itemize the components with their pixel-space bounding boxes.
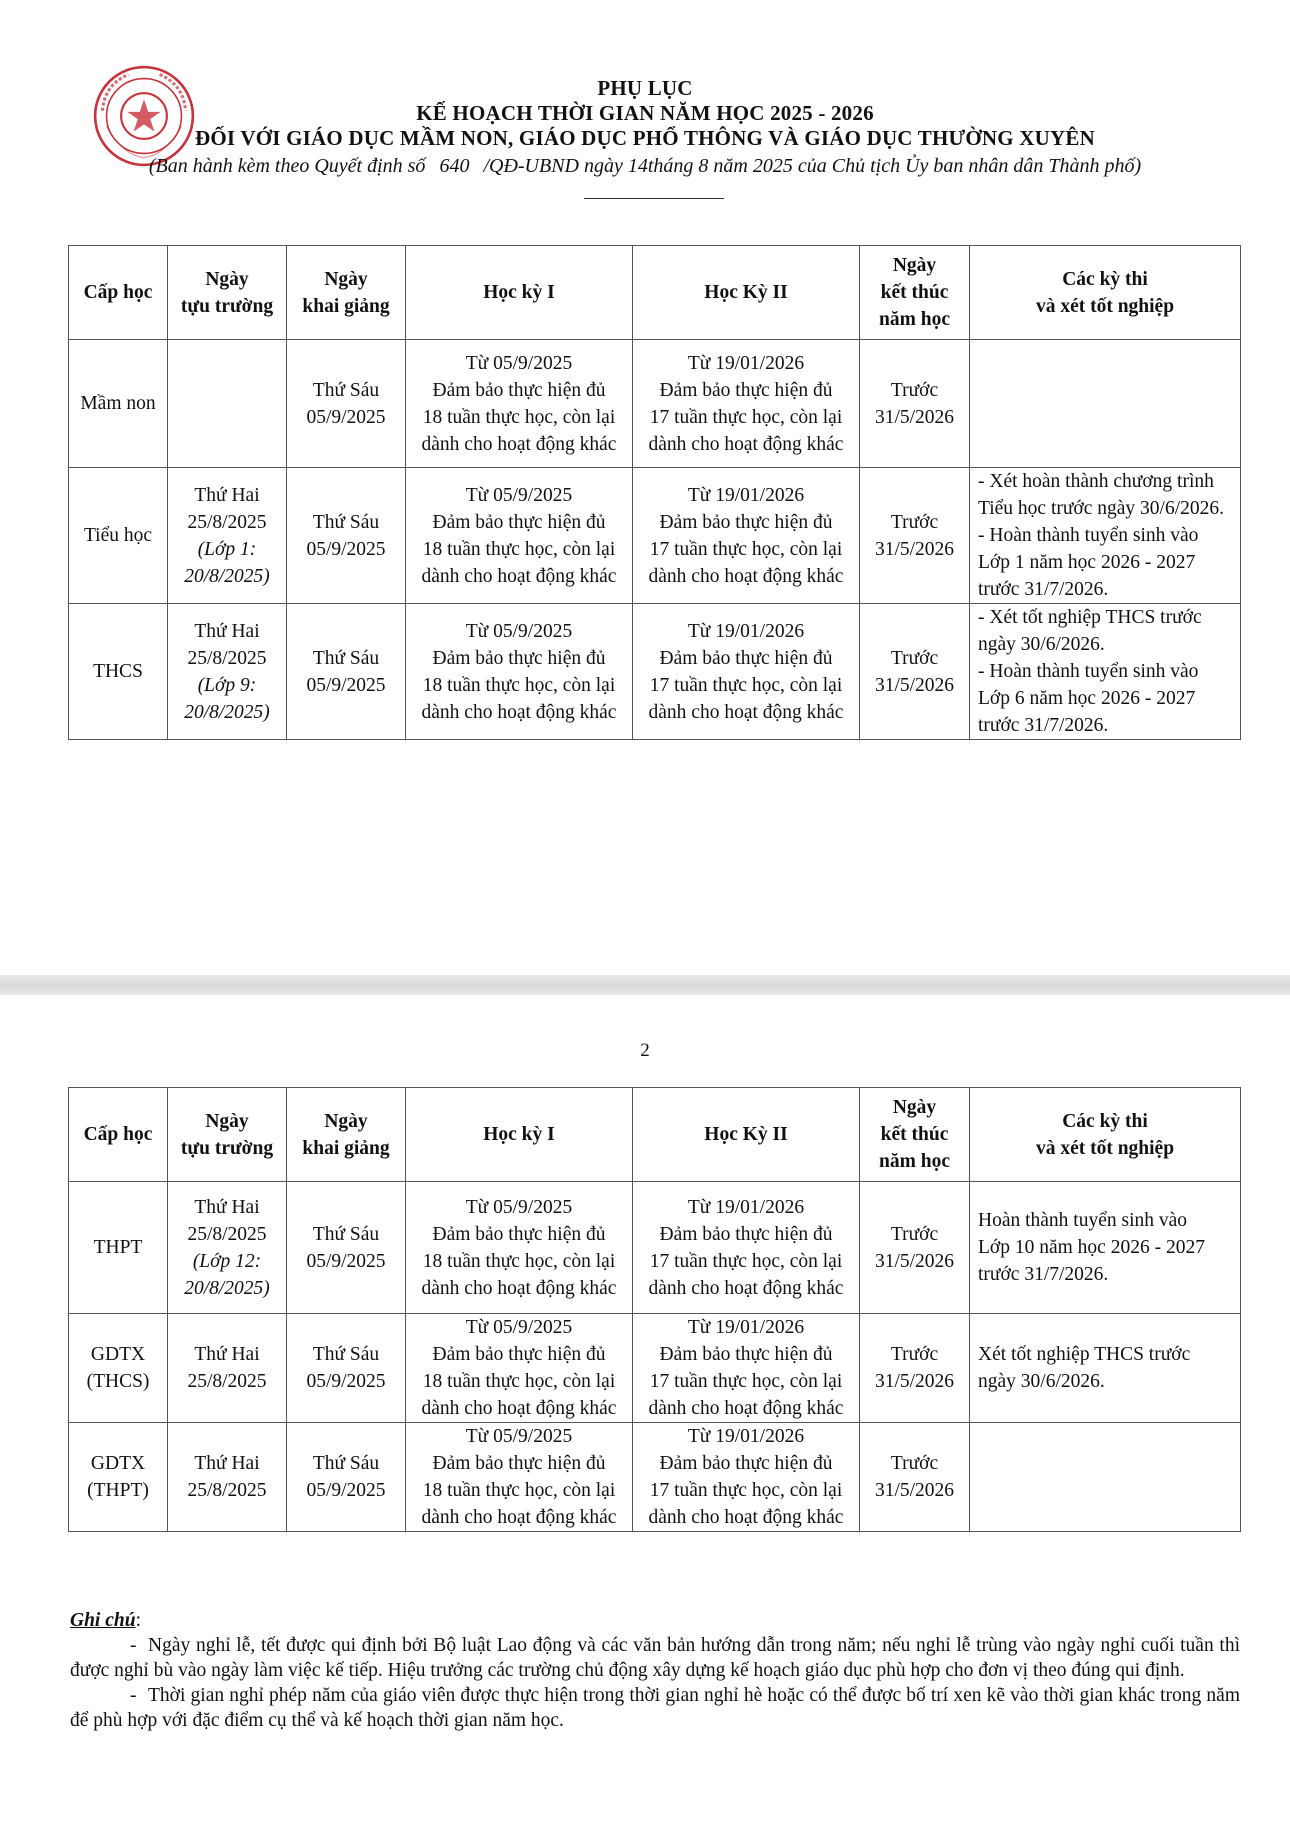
schedule-table-part-2 xyxy=(68,1087,1241,1532)
table-row xyxy=(69,604,1241,740)
note-item: - Thời gian nghỉ phép năm của giáo viên được thực hiện trong thời gian nghỉ hè hoặc có thể được bố trí xen kẽ vào thời gian khác trong năm để phù hợp với đặc điểm cụ thể và kế hoạch thời gian năm học. xyxy=(70,1685,1240,1731)
issuance-prefix: (Ban hành kèm theo Quyết định số xyxy=(148,155,426,177)
cell-line: - Xét tốt nghiệp THCS trước xyxy=(978,607,1202,628)
cell-exam xyxy=(970,1314,1241,1423)
table-row xyxy=(69,468,1241,604)
cell-tuu-truong xyxy=(168,468,287,604)
cell-line: Từ 05/9/2025 xyxy=(465,1426,573,1447)
cell-line: Đảm bảo thực hiện đủ xyxy=(432,647,606,669)
cell-line: 31/5/2026 xyxy=(874,1250,955,1272)
cell-line: THPT xyxy=(93,1237,143,1258)
cell-line: Từ 19/01/2026 xyxy=(687,1196,805,1218)
cell-line: 31/5/2026 xyxy=(874,1371,955,1392)
col-header-cap-hoc: Cấp học xyxy=(69,246,168,340)
cell-hk2 xyxy=(633,1182,860,1314)
cell-tuu-truong xyxy=(168,340,287,468)
col-header-tuu-truong: Ngày tựu trường xyxy=(168,246,287,340)
cell-line: 18 tuần thực học, còn lại xyxy=(422,406,616,428)
cell-ket-thuc xyxy=(860,1314,970,1423)
cell-line: Thứ Hai xyxy=(194,620,260,642)
cell-line: Mầm non xyxy=(80,393,156,414)
cell-line: Thứ Hai xyxy=(194,484,260,506)
cell-line: dành cho hoạt động khác xyxy=(648,1277,844,1299)
cell-line: Thứ Sáu xyxy=(312,1344,380,1365)
cell-hk1 xyxy=(406,1314,633,1423)
cell-line: dành cho hoạt động khác xyxy=(421,1398,617,1419)
cell-line: Hoàn thành tuyển sinh vào xyxy=(978,1210,1188,1231)
cell-line: 31/5/2026 xyxy=(874,674,955,696)
cell-line: Đảm bảo thực hiện đủ xyxy=(432,511,606,533)
cell-line: 05/9/2025 xyxy=(306,1371,386,1392)
cell-hk1 xyxy=(406,340,633,468)
cell-line: (THCS) xyxy=(86,1371,150,1392)
issuance-suffix: /QĐ-UBND ngày 14tháng 8 năm 2025 của Chủ tịch Ủy ban nhân dân Thành phố) xyxy=(483,155,1142,177)
cell-hk1 xyxy=(406,1423,633,1532)
cell-line: 25/8/2025 xyxy=(187,1223,267,1245)
cell-ket-thuc xyxy=(860,1182,970,1314)
table-row xyxy=(69,340,1241,468)
cell-line: Từ 19/01/2026 xyxy=(687,352,805,374)
cell-line: trước 31/7/2026. xyxy=(978,579,1109,600)
cell-level xyxy=(69,1423,168,1532)
cell-exam xyxy=(970,340,1241,468)
cell-line: dành cho hoạt động khác xyxy=(421,701,617,723)
cell-line: Thứ Sáu xyxy=(312,511,380,533)
col-header-hk1: Học kỳ I xyxy=(406,1088,633,1182)
header-divider xyxy=(584,198,724,199)
col-header-khai-giang: Ngày khai giảng xyxy=(287,1088,406,1182)
table-row xyxy=(69,1314,1241,1423)
table-row xyxy=(69,1182,1241,1314)
cell-line: Trước xyxy=(890,1344,939,1365)
col-header-tuu-truong: Ngày tựu trường xyxy=(168,1088,287,1182)
cell-line: Thứ Sáu xyxy=(312,647,380,669)
cell-line: (Lớp 1: xyxy=(197,538,257,560)
cell-line: Thứ Hai xyxy=(194,1344,260,1365)
cell-tuu-truong xyxy=(168,1182,287,1314)
note-item: - Ngày nghỉ lễ, tết được qui định bởi Bộ luật Lao động và các văn bản hướng dẫn trong năm; nếu nghỉ lễ trùng vào ngày nghỉ cuối tuần thì được nghỉ bù vào ngày làm việc kế tiếp. Hiệu trưởng các trường chủ động xây dựng kế hoạch giáo dục phù hợp cho đơn vị theo đúng qui định. xyxy=(70,1635,1240,1681)
col-header-hk2: Học Kỳ II xyxy=(633,1088,860,1182)
cell-line: Trước xyxy=(890,647,939,669)
cell-line: Từ 19/01/2026 xyxy=(687,1317,805,1338)
page-number: 2 xyxy=(640,1040,650,1061)
cell-ket-thuc xyxy=(860,468,970,604)
cell-line: Từ 05/9/2025 xyxy=(465,484,573,506)
cell-line: trước 31/7/2026. xyxy=(978,1264,1109,1285)
col-header-ky-thi: Các kỳ thi và xét tốt nghiệp xyxy=(970,246,1241,340)
cell-line: 25/8/2025 xyxy=(187,647,267,669)
cell-line: Trước xyxy=(890,379,939,401)
doc-label: PHỤ LỤC xyxy=(597,76,693,100)
col-header-khai-giang: Ngày khai giảng xyxy=(287,246,406,340)
cell-hk1 xyxy=(406,1182,633,1314)
cell-line: (Lớp 12: xyxy=(192,1250,262,1272)
cell-level xyxy=(69,604,168,740)
cell-line: Lớp 6 năm học 2026 - 2027 xyxy=(978,688,1196,709)
cell-hk2 xyxy=(633,604,860,740)
cell-line: Đảm bảo thực hiện đủ xyxy=(659,647,833,669)
cell-line: Từ 19/01/2026 xyxy=(687,1426,805,1447)
cell-exam xyxy=(970,468,1241,604)
cell-line: Đảm bảo thực hiện đủ xyxy=(659,511,833,533)
cell-line: 17 tuần thực học, còn lại xyxy=(649,1371,843,1392)
cell-line: Đảm bảo thực hiện đủ xyxy=(659,1453,833,1474)
col-header-ky-thi: Các kỳ thi và xét tốt nghiệp xyxy=(970,1088,1241,1182)
cell-line: 20/8/2025) xyxy=(184,565,270,587)
cell-tuu-truong xyxy=(168,604,287,740)
cell-line: dành cho hoạt động khác xyxy=(648,433,844,455)
cell-line: Từ 19/01/2026 xyxy=(687,620,805,642)
cell-khai-giang xyxy=(287,340,406,468)
cell-exam xyxy=(970,1182,1241,1314)
col-header-hk2: Học Kỳ II xyxy=(633,246,860,340)
col-header-hk1: Học kỳ I xyxy=(406,246,633,340)
cell-line: Trước xyxy=(890,1223,939,1245)
cell-line: Thứ Hai xyxy=(194,1453,260,1474)
cell-khai-giang xyxy=(287,1314,406,1423)
notes-section: Ghi chú: - Ngày nghỉ lễ, tết được qui định bởi Bộ luật Lao động và các văn bản hướng dẫn trong năm; nếu nghỉ lễ trùng vào ngày nghỉ cuối tuần thì được nghỉ bù vào ngày làm việc kế tiếp. Hiệu trưởng các trường chủ động xây dựng kế hoạch giáo dục phù hợp cho đơn vị theo đúng qui định. - Thời gian nghỉ phép năm của giáo viên được thực hiện trong thời gian nghỉ hè hoặc có thể được bố trí xen kẽ vào thời gian khác trong năm để phù hợp với đặc điểm cụ thể và kế hoạch thời gian năm học. xyxy=(70,1610,1240,1731)
cell-tuu-truong xyxy=(168,1314,287,1423)
cell-line: - Hoàn thành tuyển sinh vào xyxy=(978,525,1199,546)
notes-title: Ghi chú xyxy=(70,1610,136,1631)
table-row xyxy=(69,1423,1241,1532)
cell-line: Trước xyxy=(890,511,939,533)
doc-title: KẾ HOẠCH THỜI GIAN NĂM HỌC 2025 - 2026 xyxy=(416,101,874,125)
cell-level xyxy=(69,1314,168,1423)
cell-line: 05/9/2025 xyxy=(306,538,386,560)
cell-line: 31/5/2026 xyxy=(874,406,955,428)
cell-line: 25/8/2025 xyxy=(187,511,267,533)
cell-exam xyxy=(970,604,1241,740)
cell-line: GDTX xyxy=(90,1344,146,1365)
cell-line: Thứ Hai xyxy=(194,1196,260,1218)
cell-line: dành cho hoạt động khác xyxy=(421,1277,617,1299)
table-header-row xyxy=(69,246,1241,340)
cell-line: Từ 05/9/2025 xyxy=(465,1317,573,1338)
cell-ket-thuc xyxy=(860,1423,970,1532)
cell-line: Tiểu học xyxy=(83,525,153,546)
cell-line: ngày 30/6/2026. xyxy=(978,1371,1105,1392)
cell-line: Tiểu học trước ngày 30/6/2026. xyxy=(978,498,1225,519)
cell-khai-giang xyxy=(287,1423,406,1532)
cell-line: dành cho hoạt động khác xyxy=(648,701,844,723)
cell-line: dành cho hoạt động khác xyxy=(648,1398,844,1419)
cell-line: Đảm bảo thực hiện đủ xyxy=(432,1344,606,1365)
cell-line: Từ 19/01/2026 xyxy=(687,484,805,506)
cell-line: 18 tuần thực học, còn lại xyxy=(422,1250,616,1272)
cell-line: Đảm bảo thực hiện đủ xyxy=(432,1453,606,1474)
cell-line: - Hoàn thành tuyển sinh vào xyxy=(978,661,1199,682)
cell-line: dành cho hoạt động khác xyxy=(648,1507,844,1528)
schedule-table-part-1 xyxy=(68,245,1241,740)
cell-exam xyxy=(970,1423,1241,1532)
cell-hk2 xyxy=(633,468,860,604)
cell-line: Từ 05/9/2025 xyxy=(465,1196,573,1218)
cell-tuu-truong xyxy=(168,1423,287,1532)
cell-line: 18 tuần thực học, còn lại xyxy=(422,1480,616,1501)
cell-line: Lớp 10 năm học 2026 - 2027 xyxy=(978,1237,1205,1258)
cell-line: Đảm bảo thực hiện đủ xyxy=(432,379,606,401)
doc-issuance-note xyxy=(0,153,1290,179)
col-header-ket-thuc: Ngày kết thúc năm học xyxy=(860,1088,970,1182)
cell-line: dành cho hoạt động khác xyxy=(648,565,844,587)
table-header-row xyxy=(69,1088,1241,1182)
cell-line: 20/8/2025) xyxy=(184,1277,270,1299)
cell-line: 17 tuần thực học, còn lại xyxy=(649,1250,843,1272)
cell-line: Đảm bảo thực hiện đủ xyxy=(659,1344,833,1365)
cell-line: trước 31/7/2026. xyxy=(978,715,1109,736)
cell-line: Đảm bảo thực hiện đủ xyxy=(432,1223,606,1245)
cell-line: Thứ Sáu xyxy=(312,1453,380,1474)
cell-khai-giang xyxy=(287,1182,406,1314)
cell-line: Lớp 1 năm học 2026 - 2027 xyxy=(978,552,1196,573)
cell-ket-thuc xyxy=(860,604,970,740)
cell-line: Từ 05/9/2025 xyxy=(465,352,573,374)
cell-line: 31/5/2026 xyxy=(874,1480,955,1501)
cell-line: 17 tuần thực học, còn lại xyxy=(649,1480,843,1501)
cell-line: Đảm bảo thực hiện đủ xyxy=(659,379,833,401)
cell-level xyxy=(69,468,168,604)
cell-line: GDTX xyxy=(90,1453,146,1474)
cell-line: Xét tốt nghiệp THCS trước xyxy=(978,1344,1191,1365)
cell-hk1 xyxy=(406,468,633,604)
cell-line: Trước xyxy=(890,1453,939,1474)
cell-khai-giang xyxy=(287,468,406,604)
cell-ket-thuc xyxy=(860,340,970,468)
cell-hk2 xyxy=(633,1423,860,1532)
cell-line: 05/9/2025 xyxy=(306,406,386,428)
cell-line: THCS xyxy=(93,661,143,682)
document-header xyxy=(0,76,1290,179)
decision-number: 640 xyxy=(439,155,470,177)
cell-line: 17 tuần thực học, còn lại xyxy=(649,674,843,696)
col-header-ket-thuc: Ngày kết thúc năm học xyxy=(860,246,970,340)
cell-line: Từ 05/9/2025 xyxy=(465,620,573,642)
cell-hk2 xyxy=(633,340,860,468)
cell-line: 17 tuần thực học, còn lại xyxy=(649,538,843,560)
cell-line: 20/8/2025) xyxy=(184,701,270,723)
cell-line: - Xét hoàn thành chương trình xyxy=(978,471,1214,492)
cell-line: 17 tuần thực học, còn lại xyxy=(649,406,843,428)
cell-line: Thứ Sáu xyxy=(312,1223,380,1245)
cell-line: ngày 30/6/2026. xyxy=(978,634,1105,655)
cell-line: 05/9/2025 xyxy=(306,674,386,696)
cell-line: (Lớp 9: xyxy=(197,674,257,696)
cell-line: (THPT) xyxy=(87,1480,149,1501)
cell-line: 18 tuần thực học, còn lại xyxy=(422,538,616,560)
cell-hk1 xyxy=(406,604,633,740)
cell-line: 05/9/2025 xyxy=(306,1480,386,1501)
cell-line: dành cho hoạt động khác xyxy=(421,565,617,587)
page-break xyxy=(0,975,1290,995)
cell-line: Thứ Sáu xyxy=(312,379,380,401)
cell-hk2 xyxy=(633,1314,860,1423)
cell-line: 25/8/2025 xyxy=(187,1480,267,1501)
cell-level xyxy=(69,340,168,468)
cell-line: dành cho hoạt động khác xyxy=(421,1507,617,1528)
cell-line: Đảm bảo thực hiện đủ xyxy=(659,1223,833,1245)
cell-line: 18 tuần thực học, còn lại xyxy=(422,1371,616,1392)
cell-line: 25/8/2025 xyxy=(187,1371,267,1392)
cell-line: 18 tuần thực học, còn lại xyxy=(422,674,616,696)
col-header-cap-hoc: Cấp học xyxy=(69,1088,168,1182)
cell-khai-giang xyxy=(287,604,406,740)
cell-line: 31/5/2026 xyxy=(874,538,955,560)
doc-scope: ĐỐI VỚI GIÁO DỤC MẦM NON, GIÁO DỤC PHỔ THÔNG VÀ GIÁO DỤC THƯỜNG XUYÊN xyxy=(195,126,1095,150)
cell-line: dành cho hoạt động khác xyxy=(421,433,617,455)
cell-line: 05/9/2025 xyxy=(306,1250,386,1272)
cell-level xyxy=(69,1182,168,1314)
